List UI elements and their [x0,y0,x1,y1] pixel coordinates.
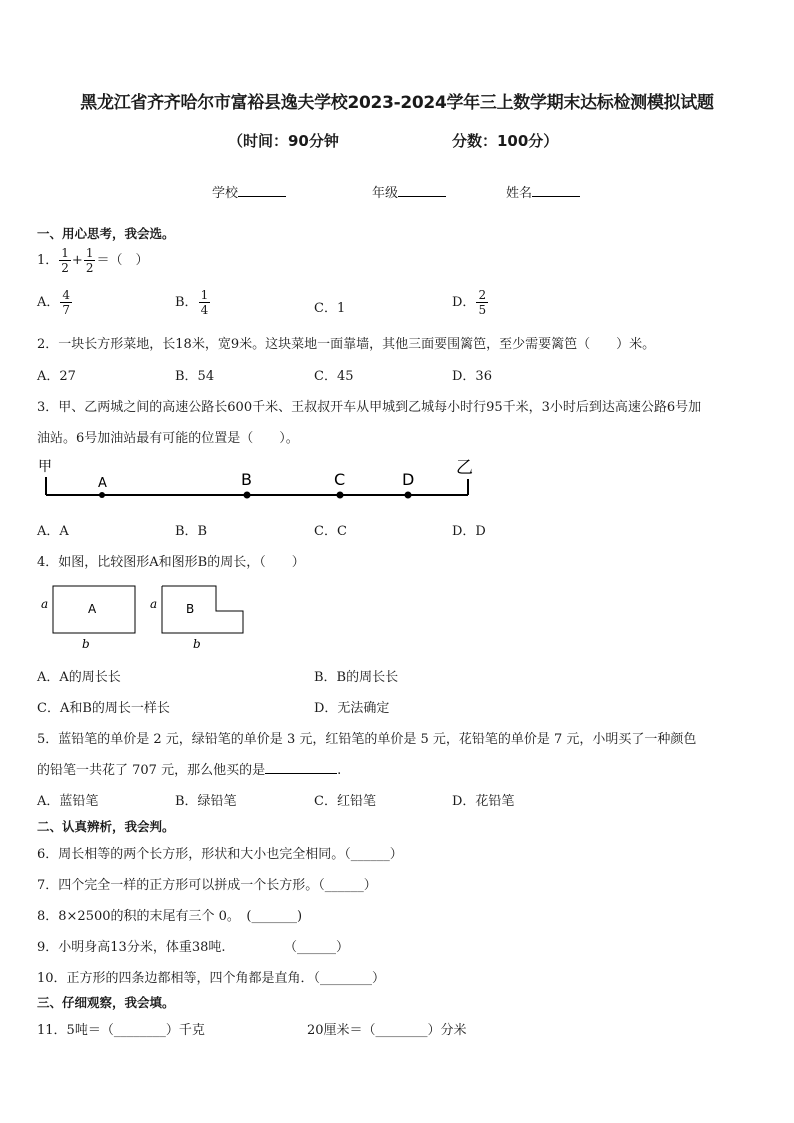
name-blank[interactable] [532,184,580,197]
q4-option-c[interactable]: C．A和B的周长一样长 [37,701,170,716]
grade-field[interactable] [372,182,446,201]
school-field[interactable] [212,182,286,201]
q3-label-a: A [98,476,107,491]
question-2: 2．一块长方形菜地，长18米，宽9米。这块菜地一面靠墙，其他三面要围篱笆，至少需要篱笆（ ）米。 [37,337,656,352]
q4-figure-a-label: A [88,602,97,616]
q1-fraction-2 [84,246,96,275]
q1-d-label: D． [452,295,476,310]
question-11-part-1: 11．5吨＝（________）千克 [37,1023,205,1038]
question-11-part-2: 20厘米＝（________）分米 [307,1023,467,1038]
question-3-line-1: 3．甲、乙两城之间的高速公路长600千米、王叔叔开车从甲城到乙城每小时行95千米，3小时后到达高速公路6号加 [37,400,702,415]
section-3-heading: 三、仔细观察，我会填。 [37,995,175,1010]
q4-option-a[interactable]: A．A的周长长 [37,670,121,685]
q2-option-c[interactable]: C．45 [314,369,354,384]
q3-road-diagram [36,455,476,505]
name-label: 姓名 [506,186,533,201]
q1-fraction-1 [59,246,71,275]
q1-plus: + [71,253,83,268]
q3-option-d[interactable]: D．D [452,524,486,539]
q2-option-b[interactable]: B．54 [175,369,215,384]
grade-blank[interactable] [398,184,446,197]
question-5-line-2 [37,759,341,778]
q3-point-d [405,492,412,499]
q3-label-d: D [402,470,415,489]
q1-d-fraction [476,288,488,317]
q1-number: 1． [37,253,59,268]
section-1-heading: 一、用心思考，我会选。 [37,226,175,241]
page-title: 黑龙江省齐齐哈尔市富裕县逸夫学校2023-2024学年三上数学期末达标检测模拟试题 [80,93,714,113]
q3-label-b: B [241,470,252,489]
q3-label-jia: 甲 [38,459,52,475]
q5-answer-blank[interactable] [265,761,337,774]
exam-time: （时间：90分钟 [228,132,339,150]
question-9: 9．小明身高13分米，体重38吨. （______） [37,940,349,955]
q2-option-d[interactable]: D．36 [452,369,492,384]
q4-side-b-2: b [193,637,201,651]
section-2-heading: 二、认真辨析，我会判。 [37,819,175,834]
q1-d-denominator: 5 [478,303,487,317]
q3-option-c[interactable]: C．C [314,524,347,539]
q5-period: . [337,763,342,778]
exam-score: 分数：100分） [452,132,559,150]
q3-point-a [99,492,105,498]
q3-point-b [244,492,251,499]
q1-b-denominator: 4 [200,303,209,317]
q1-option-c[interactable]: C．1 [314,301,346,316]
q1-a-label: A． [37,295,60,310]
q3-label-yi: 乙 [456,458,473,478]
question-10: 10．正方形的四条边都相等，四个角都是直角．（________） [37,971,386,986]
q3-point-c [337,492,344,499]
q5-option-b[interactable]: B．绿铅笔 [175,794,237,809]
q1-f2-denominator: 2 [85,261,94,275]
question-7: 7．四个完全一样的正方形可以拼成一个长方形。（______） [37,878,377,893]
q1-option-b[interactable] [175,288,211,317]
q3-option-a[interactable]: A．A [37,524,69,539]
question-3-line-2: 油站。6号加油站最有可能的位置是（ ）。 [37,431,299,446]
q1-a-denominator: 7 [62,303,71,317]
question-8: 8．8×2500的积的末尾有三个 0。 (_______) [37,909,303,924]
q5-option-a[interactable]: A．蓝铅笔 [37,794,99,809]
q1-a-fraction [60,288,72,317]
q1-b-label: B． [175,295,198,310]
q1-b-fraction [199,288,211,317]
q4-option-b[interactable]: B．B的周长长 [314,670,399,685]
q1-option-d[interactable] [452,288,489,317]
q1-f2-numerator: 1 [85,246,94,260]
q4-side-a-2: a [150,597,158,611]
school-blank[interactable] [238,184,286,197]
q1-f1-numerator: 1 [61,246,69,260]
q4-figure-b-label: B [186,602,195,616]
question-5-line-1: 5．蓝铅笔的单价是 2 元，绿铅笔的单价是 3 元，红铅笔的单价是 5 元，花铅笔的单价是 7 元，小明买了一种颜色 [37,732,697,747]
q4-figure-b [162,586,243,633]
q4-option-d[interactable]: D．无法确定 [314,701,390,716]
school-label: 学校 [212,186,239,201]
q3-label-c: C [334,470,346,489]
name-field[interactable] [506,182,580,201]
question-6: 6．周长相等的两个长方形，形状和大小也完全相同。（______） [37,847,403,862]
q3-option-b[interactable]: B．B [175,524,208,539]
q1-b-numerator: 1 [200,288,209,302]
q1-d-numerator: 2 [478,288,487,302]
question-4: 4．如图，比较图形A和图形B的周长，（ ） [37,555,305,570]
q1-option-a[interactable] [37,288,73,317]
q5-text: 的铅笔一共花了 707 元，那么他买的是 [37,763,266,778]
q4-side-b-1: b [82,637,90,651]
q5-option-c[interactable]: C．红铅笔 [314,794,376,809]
q1-f1-denominator: 2 [61,261,69,275]
q4-side-a-1: a [41,597,49,611]
q2-option-a[interactable]: A．27 [37,369,76,384]
q5-option-d[interactable]: D．花铅笔 [452,794,515,809]
q1-tail: ＝（ ） [96,253,149,268]
q1-a-numerator: 4 [62,288,71,302]
question-1 [37,246,148,275]
grade-label: 年级 [372,186,399,201]
q4-figures [36,582,256,654]
